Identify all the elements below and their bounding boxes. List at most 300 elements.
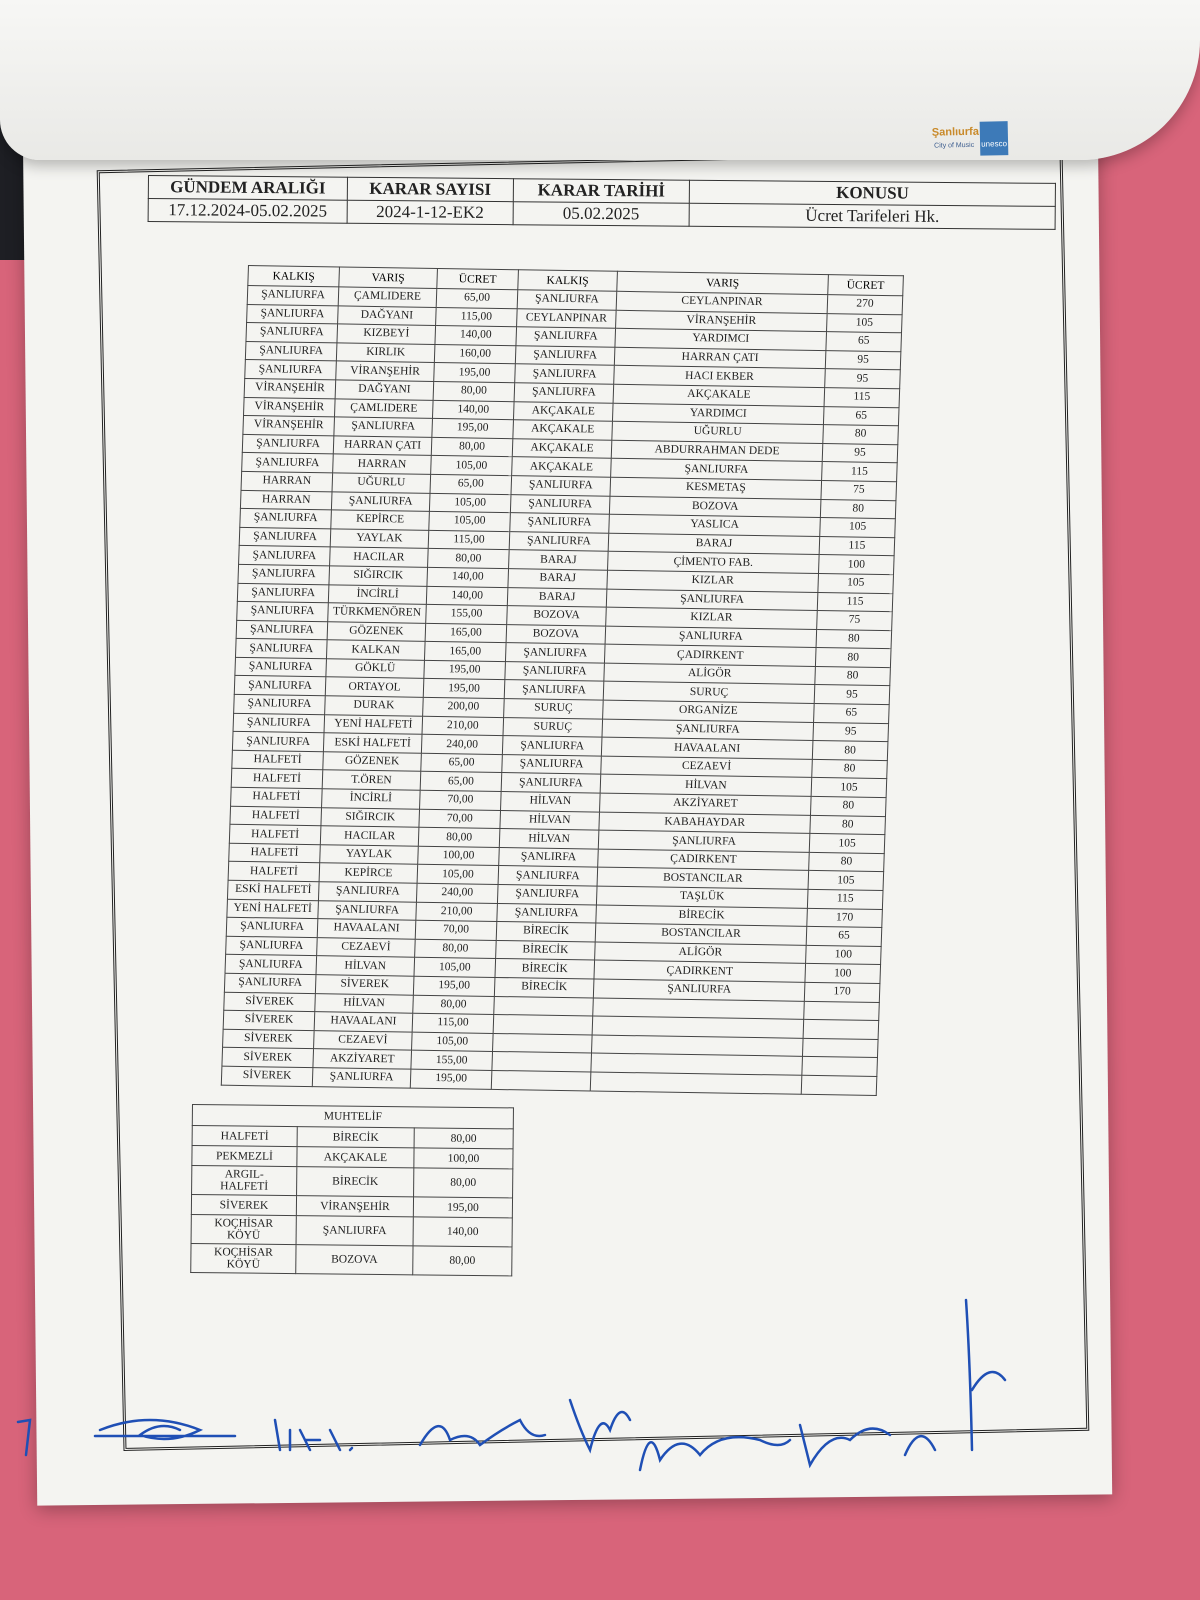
fare-cell: 140,00 [432,400,514,420]
arrival-cell: HARRAN ÇATI [333,436,432,456]
arrival-cell: HARRAN ÇATI [614,347,826,369]
arrival-cell: ALİGÖR [595,942,807,964]
fare-cell: 155,00 [426,604,508,624]
departure-cell: ŞANLIURFA [235,639,327,659]
departure-cell [493,1033,593,1053]
arrival-cell: ŞANLIURFA [312,1068,411,1088]
arrival-cell: CEZAEVİ [317,937,416,957]
fare-table-wrapper [221,265,904,1096]
misc-departure-cell: KOÇHİSAR KÖYÜ [191,1214,296,1244]
fare-cell: 80 [815,648,891,668]
departure-cell: ŞANLIURFA [510,513,610,533]
arrival-cell: ŞANLIURFA [318,882,417,902]
fare-cell: 105 [820,518,896,538]
fare-cell: 170 [804,982,880,1002]
misc-arrival-cell: BİRECİK [297,1167,414,1197]
departure-cell: ŞANLIURFA [245,341,337,361]
fare-cell: 80 [815,666,891,686]
fare-cell: 80 [820,499,896,519]
signature-5 [570,1400,630,1450]
fare-cell: 165,00 [425,623,507,643]
arrival-cell [590,1072,802,1094]
misc-table [190,1104,514,1276]
fare-cell: 200,00 [423,697,505,717]
arrival-cell: DAĞYANI [338,306,437,326]
arrival-cell: YARDIMCI [612,403,824,425]
departure-cell: ŞANLIURFA [240,509,332,529]
arrival-cell: KEPİRCE [331,510,430,530]
fare-cell: 70,00 [420,790,502,810]
arrival-cell: BARAJ [608,533,820,555]
arrival-cell: ESKİ HALFETİ [323,733,422,753]
departure-cell: ŞANLIURFA [232,732,324,752]
misc-fare-cell: 80,00 [414,1128,513,1149]
arrival-cell: BOZOVA [609,496,821,518]
decision-header-table [148,175,1056,230]
arrival-cell: YENİ HALFETİ [324,714,423,734]
fare-cell [801,1075,877,1095]
fare-cell: 65 [806,927,882,947]
column-header: KALKIŞ [518,270,618,292]
arrival-cell: TÜRKMENÖREN [328,603,427,623]
arrival-cell: KEPİRCE [319,863,418,883]
arrival-cell: UĞURLU [332,473,431,493]
fare-cell: 65,00 [430,474,512,494]
departure-cell [492,1052,592,1072]
fare-cell: 210,00 [416,902,498,922]
arrival-cell: ŞANLIURFA [602,719,814,741]
departure-cell: ŞANLIURFA [515,345,615,365]
misc-fare-cell: 80,00 [414,1168,513,1198]
departure-cell: ŞANLIURFA [239,527,331,547]
departure-cell: HARRAN [241,471,333,491]
arrival-cell: ÇADIRKENT [598,849,810,871]
arrival-cell: HAVAALANI [601,737,813,759]
signature-2 [95,1420,235,1439]
fare-cell: 70,00 [419,809,501,829]
departure-cell: ŞANLIURFA [497,885,597,905]
departure-cell: BİRECİK [494,977,594,997]
fare-cell: 140,00 [426,586,508,606]
misc-row [191,1214,512,1246]
departure-cell: ŞANLIURFA [516,327,616,347]
departure-cell: HİLVAN [501,792,601,812]
fare-cell: 80 [810,815,886,835]
arrival-cell: ORTAYOL [325,677,424,697]
departure-cell: HİLVAN [500,810,600,830]
departure-cell [491,1070,591,1090]
fare-cell: 65 [823,406,899,426]
departure-cell: ŞANLIURFA [502,736,602,756]
curled-page [0,0,1200,160]
misc-departure-cell: SİVEREK [191,1195,296,1216]
arrival-cell: GÖZENEK [323,752,422,772]
departure-cell: SİVEREK [224,992,316,1012]
arrival-cell: TAŞLÜK [596,886,808,908]
fare-cell: 80,00 [413,995,495,1015]
arrival-cell: DAĞYANI [335,380,434,400]
misc-departure-cell: ARGIL- HALFETİ [192,1166,297,1196]
fare-cell: 115 [824,388,900,408]
departure-cell: ŞANLIURFA [511,476,611,496]
header-label: KARAR SAYISI [347,177,513,201]
departure-cell: ŞANLIURFA [247,304,339,324]
unesco-mark: unesco [980,121,1009,156]
misc-row [191,1243,512,1275]
departure-cell: HALFETİ [231,769,323,789]
misc-row [192,1166,513,1198]
misc-arrival-cell: ŞANLIURFA [296,1216,413,1246]
departure-cell: ŞANLIURFA [226,917,318,937]
departure-cell: BARAJ [508,569,608,589]
departure-cell: SURUÇ [503,717,603,737]
fare-cell: 105,00 [412,1032,494,1052]
arrival-cell: HACI EKBER [614,366,826,388]
departure-cell: ŞANLIURFA [236,620,328,640]
arrival-cell: YAYLAK [320,845,419,865]
fare-cell: 80 [816,629,892,649]
arrival-cell: YAYLAK [330,529,429,549]
misc-fare-cell: 140,00 [413,1217,512,1247]
arrival-cell: SİVEREK [315,975,414,995]
departure-cell: ŞANLIURFA [505,643,605,663]
fare-cell: 195,00 [413,976,495,996]
fare-cell [802,1038,878,1058]
fare-cell: 105,00 [417,865,499,885]
departure-cell: ŞANLIURFA [233,713,325,733]
departure-cell: SİVEREK [221,1066,313,1086]
departure-cell: ŞANLIURFA [245,360,337,380]
departure-cell: ŞANLIURFA [497,903,597,923]
arrival-cell: HİLVAN [315,993,414,1013]
departure-cell: ŞANLIURFA [242,434,334,454]
arrival-cell: ABDURRAHMAN DEDE [611,440,823,462]
fare-cell: 105 [809,834,885,854]
column-header: ÜCRET [828,275,904,296]
arrival-cell: ŞANLIURFA [318,900,417,920]
fare-cell: 115 [819,536,895,556]
departure-cell: VİRANŞEHİR [244,378,336,398]
departure-cell: VİRANŞEHİR [244,397,336,417]
fare-cell: 95 [825,350,901,370]
fare-cell: 75 [821,480,897,500]
fare-cell: 75 [817,611,893,631]
fare-cell: 115,00 [412,1013,494,1033]
arrival-cell: HACILAR [320,826,419,846]
arrival-cell: BİRECİK [596,905,808,927]
signature-3 [275,1420,352,1450]
arrival-cell: T.ÖREN [322,770,421,790]
departure-cell: ŞANLIURFA [224,973,316,993]
departure-cell: HALFETİ [230,806,322,826]
fare-cell: 80 [810,796,886,816]
departure-cell: ŞANLIURFA [514,383,614,403]
arrival-cell: HARRAN [333,454,432,474]
arrival-cell: AKÇAKALE [613,384,825,406]
fare-cell: 115 [822,462,898,482]
departure-cell: ŞANLIURFA [505,661,605,681]
logo-tagline: City of Music [934,141,975,150]
header-label: KARAR TARİHİ [513,179,690,204]
header-value: 2024-1-12-EK2 [347,200,513,224]
fare-cell: 105,00 [429,512,511,532]
arrival-cell: ŞANLIURFA [605,626,817,648]
fare-cell: 140,00 [427,567,509,587]
header-value: Ücret Tarifeleri Hk. [689,203,1055,229]
departure-cell: BİRECİK [496,940,596,960]
departure-cell: SİVEREK [223,1029,315,1049]
departure-cell: HALFETİ [229,825,321,845]
arrival-cell: SIĞIRCIK [321,807,420,827]
arrival-cell: VİRANŞEHİR [616,310,828,332]
misc-arrival-cell: VİRANŞEHİR [296,1196,413,1217]
arrival-cell: ŞANLIURFA [331,491,430,511]
departure-cell: ŞANLIURFA [502,754,602,774]
departure-cell: HİLVAN [499,829,599,849]
fare-cell: 115 [817,592,893,612]
fare-cell: 105,00 [431,456,513,476]
fare-cell: 210,00 [422,716,504,736]
arrival-cell: ÇAMLIDERE [334,398,433,418]
fare-cell: 195,00 [410,1069,492,1089]
fare-cell: 95 [813,722,889,742]
arrival-cell: ALİGÖR [604,663,816,685]
departure-cell: ŞANLIURFA [242,453,334,473]
arrival-cell: KIZLAR [606,607,818,629]
fare-cell: 95 [822,443,898,463]
departure-cell: ŞANLIURFA [517,290,617,310]
fare-cell: 160,00 [434,344,516,364]
arrival-cell: HACILAR [330,547,429,567]
fare-cell: 195,00 [424,660,506,680]
fare-cell: 65,00 [436,288,518,308]
sanliurfa-unesco-logo [920,119,1011,161]
departure-cell: HALFETİ [231,787,323,807]
fare-cell: 80 [823,425,899,445]
departure-cell: YENİ HALFETİ [227,899,319,919]
fare-cell: 80,00 [428,549,510,569]
signature-6 [640,1437,790,1470]
arrival-cell: ÇİMENTO FAB. [608,552,820,574]
departure-cell: ŞANLIURFA [247,285,339,305]
fare-cell: 270 [827,295,903,315]
arrival-cell: HAVAALANI [314,1012,413,1032]
departure-cell: ŞANLIURFA [226,936,318,956]
departure-cell: AKÇAKALE [512,438,612,458]
arrival-cell: ÇADIRKENT [594,960,806,982]
departure-cell: BARAJ [509,550,609,570]
arrival-cell: AKZİYARET [313,1049,412,1069]
arrival-cell: ŞANLIURFA [611,459,823,481]
arrival-cell: ORGANİZE [603,700,815,722]
fare-cell [804,1001,880,1021]
misc-departure-cell: HALFETİ [192,1126,297,1147]
arrival-cell: ŞANLIURFA [593,979,805,1001]
misc-arrival-cell: BİRECİK [297,1127,414,1148]
departure-cell: BİRECİK [496,922,596,942]
departure-cell: ŞANLIURFA [498,866,598,886]
fare-cell: 115 [807,889,883,909]
fare-cell: 100 [805,964,881,984]
departure-cell: BOZOVA [506,624,606,644]
misc-fare-cell: 100,00 [414,1148,513,1169]
arrival-cell: GÖKLÜ [326,659,425,679]
departure-cell: ESKİ HALFETİ [227,880,319,900]
header-value: 17.12.2024-05.02.2025 [148,199,347,224]
departure-cell: SİVEREK [222,1048,314,1068]
signatures [0,1280,1200,1500]
arrival-cell: KALKAN [326,640,425,660]
logo-name: Şanlıurfa [931,125,980,139]
fare-cell: 105 [808,871,884,891]
departure-cell: ŞANLIURFA [237,601,329,621]
arrival-cell: ŞANLIURFA [606,589,818,611]
departure-cell: BİRECİK [495,959,595,979]
arrival-cell: SIĞIRCIK [329,566,428,586]
departure-cell: ŞANLIURFA [234,694,326,714]
column-header: KALKIŞ [248,266,340,287]
fare-cell: 195,00 [432,419,514,439]
fare-cell: 170 [807,908,883,928]
fare-cell: 100 [806,945,882,965]
arrival-cell: KIZLAR [607,570,819,592]
header-value: 05.02.2025 [513,202,690,227]
departure-cell: SİVEREK [223,1010,315,1030]
arrival-cell: YARDIMCI [615,328,827,350]
fare-table [221,265,904,1096]
departure-cell: ŞANLIURFA [509,531,609,551]
fare-cell: 105,00 [429,493,511,513]
fare-cell: 155,00 [411,1051,493,1071]
misc-fare-cell: 80,00 [413,1246,512,1276]
arrival-cell: İNCİRLİ [322,789,421,809]
misc-departure-cell: PEKMEZLİ [192,1146,297,1167]
departure-cell: HALFETİ [229,843,321,863]
misc-arrival-cell: AKÇAKALE [297,1147,414,1168]
fare-cell: 65 [826,332,902,352]
fare-cell: 240,00 [416,883,498,903]
fare-cell [802,1057,878,1077]
column-header: VARIŞ [339,267,438,289]
misc-fare-cell: 195,00 [413,1197,512,1218]
departure-cell: AKÇAKALE [513,401,613,421]
arrival-cell: KESMETAŞ [610,477,822,499]
fare-cell: 65,00 [421,753,503,773]
departure-cell: CEYLANPINAR [517,308,617,328]
arrival-cell: HİLVAN [600,775,812,797]
fare-cell: 65 [814,704,890,724]
fare-cell: 115,00 [436,307,518,327]
header-label: GÜNDEM ARALIĞI [148,176,347,201]
column-header: ÜCRET [437,268,519,289]
arrival-cell: BOSTANCILAR [595,923,807,945]
signature-9 [966,1300,1005,1450]
signature-4 [420,1420,545,1445]
departure-cell: SURUÇ [504,699,604,719]
departure-cell: HALFETİ [232,750,324,770]
arrival-cell: HİLVAN [316,956,415,976]
fare-cell: 80,00 [433,381,515,401]
arrival-cell: AKZİYARET [600,793,812,815]
arrival-cell: DURAK [325,696,424,716]
departure-cell: ŞANLIURFA [234,676,326,696]
fare-cell: 195,00 [423,679,505,699]
arrival-cell: ÇAMLIDERE [338,287,437,307]
fare-cell: 105 [827,313,903,333]
arrival-cell: ÇADIRKENT [604,644,816,666]
departure-cell: ŞANLIURFA [225,955,317,975]
fare-cell: 65,00 [420,772,502,792]
arrival-cell: BOSTANCILAR [597,867,809,889]
fare-cell: 100,00 [418,846,500,866]
fare-cell: 80 [812,759,888,779]
departure-cell: BOZOVA [507,606,607,626]
fare-cell [803,1019,879,1039]
fare-cell: 105 [811,778,887,798]
arrival-cell: CEZAEVİ [314,1030,413,1050]
fare-cell: 100 [819,555,895,575]
arrival-cell: ŞANLIURFA [598,830,810,852]
arrival-cell: KIZBEYİ [337,324,436,344]
departure-cell: HALFETİ [228,862,320,882]
misc-departure-cell: KOÇHİSAR KÖYÜ [191,1243,296,1273]
header-label: KONUSU [690,180,1056,206]
arrival-cell: YASLICA [609,514,821,536]
arrival-cell: KABAHAYDAR [599,812,811,834]
column-header: VARIŞ [617,271,829,294]
fare-cell: 80,00 [418,827,500,847]
departure-cell: ŞANLIURFA [504,680,604,700]
fare-cell: 195,00 [434,363,516,383]
fare-cell: 70,00 [415,920,497,940]
departure-cell: ŞANLIURFA [239,546,331,566]
arrival-cell: CEZAEVİ [601,756,813,778]
misc-title: MUHTELİF [192,1105,513,1129]
fare-cell: 165,00 [424,642,506,662]
arrival-cell: HAVAALANI [317,919,416,939]
fare-cell: 80 [812,741,888,761]
departure-cell: AKÇAKALE [513,420,613,440]
departure-cell [493,1015,593,1035]
departure-cell: AKÇAKALE [512,457,612,477]
departure-cell: ŞANLIURFA [510,494,610,514]
departure-cell: ŞANLIURFA [515,364,615,384]
departure-cell: ŞANLIURFA [246,323,338,343]
arrival-cell: CEYLANPINAR [616,291,828,313]
arrival-cell: ŞANLIURFA [334,417,433,437]
departure-cell: ŞANLIURFA [237,583,329,603]
arrival-cell: İNCİRLİ [328,584,427,604]
fare-cell: 95 [825,369,901,389]
departure-cell [494,996,594,1016]
departure-cell: BARAJ [507,587,607,607]
departure-cell: HARRAN [240,490,332,510]
arrival-cell: UĞURLU [612,421,824,443]
fare-cell: 80 [809,852,885,872]
departure-cell: VİRANŞEHİR [243,416,335,436]
arrival-cell: KIRLIK [336,343,435,363]
departure-cell: ŞANLIRFA [499,847,599,867]
arrival-cell: GÖZENEK [327,621,426,641]
departure-cell: ŞANLIURFA [501,773,601,793]
fare-cell: 105 [818,573,894,593]
fare-cell: 140,00 [435,326,517,346]
fare-cell: 80,00 [415,939,497,959]
signature-8 [905,1436,935,1455]
fare-cell: 105,00 [414,958,496,978]
fare-cell: 115,00 [428,530,510,550]
departure-cell: ŞANLIURFA [238,564,330,584]
